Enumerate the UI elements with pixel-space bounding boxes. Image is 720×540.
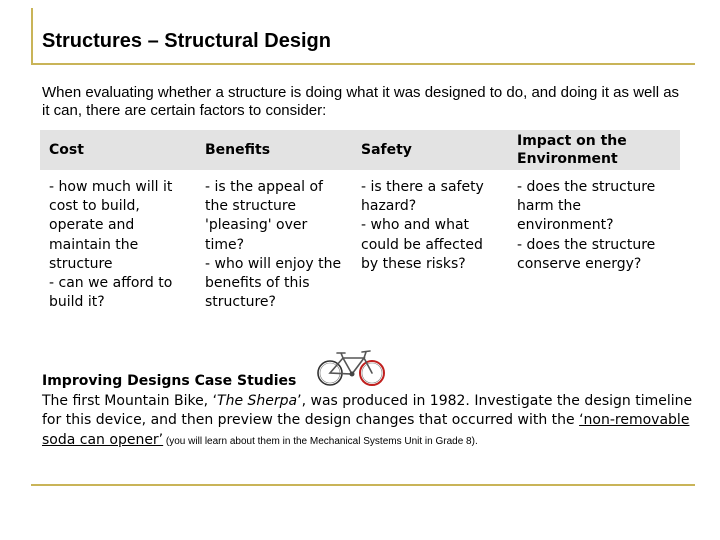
cell-line: harm the: [517, 198, 582, 215]
cell-line: 'pleasing' over: [205, 217, 308, 234]
case-study-text: [42, 392, 710, 452]
case-text-part: The first Mountain Bike, ‘: [42, 392, 218, 409]
footer-rule: [31, 484, 695, 486]
cell-line: - who and what: [361, 217, 470, 234]
header-cost: Cost: [49, 142, 84, 158]
cell-line: - does the structure: [517, 236, 656, 253]
page-title: Structures – Structural Design: [42, 30, 331, 52]
cell-line: structure: [49, 255, 113, 272]
cell-line: - does the structure: [517, 179, 656, 195]
cell-line: time?: [205, 236, 245, 253]
cell-line: - how much will it: [49, 179, 173, 195]
cell-cost: [40, 178, 196, 312]
cell-line: build it?: [49, 294, 105, 311]
title-rule-vertical: [31, 8, 33, 65]
cell-line: - who will enjoy the: [205, 255, 342, 272]
table-header-row: [40, 130, 680, 170]
cell-line: could be affected: [361, 236, 483, 253]
factors-table: [40, 130, 680, 312]
cell-line: structure?: [205, 294, 276, 311]
title-rule-horizontal: [31, 63, 695, 65]
cell-environment: [508, 178, 680, 312]
header-environment: Impact on the Environment: [517, 133, 627, 167]
header-benefits: Benefits: [205, 142, 271, 158]
case-study-heading: Improving Designs Case Studies: [42, 373, 297, 389]
case-note: (you will learn about them in the Mechanical Systems Unit in Grade 8).: [163, 435, 478, 447]
intro-text: When evaluating whether a structure is doing what it was designed to do, and doing it as well as it can, there are certain factors to consider:: [42, 84, 680, 119]
case-text-part: ’, was produced in 1982. Investigate the design timeline for this device, and then preview the design changes that occurred with the: [42, 392, 693, 428]
cell-line: - is there a safety: [361, 179, 484, 195]
cell-line: - can we afford to: [49, 275, 173, 292]
cell-line: operate and: [49, 217, 135, 234]
header-safety: Safety: [361, 142, 412, 158]
bike-name: The Sherpa: [217, 392, 298, 409]
cell-line: environment?: [517, 217, 614, 234]
cell-line: - is the appeal of: [205, 179, 323, 195]
case-study: [42, 372, 710, 451]
cell-line: benefits of this: [205, 275, 310, 292]
cell-line: cost to build,: [49, 198, 140, 215]
cell-safety: [352, 178, 508, 312]
table-body-row: [40, 170, 680, 312]
cell-line: conserve energy?: [517, 255, 642, 272]
cell-line: by these risks?: [361, 255, 466, 272]
cell-line: hazard?: [361, 198, 417, 215]
cell-line: the structure: [205, 198, 296, 215]
cell-benefits: [196, 178, 352, 312]
cell-line: maintain the: [49, 236, 139, 253]
product-name: ‘non-removable soda can opener’: [42, 412, 690, 448]
